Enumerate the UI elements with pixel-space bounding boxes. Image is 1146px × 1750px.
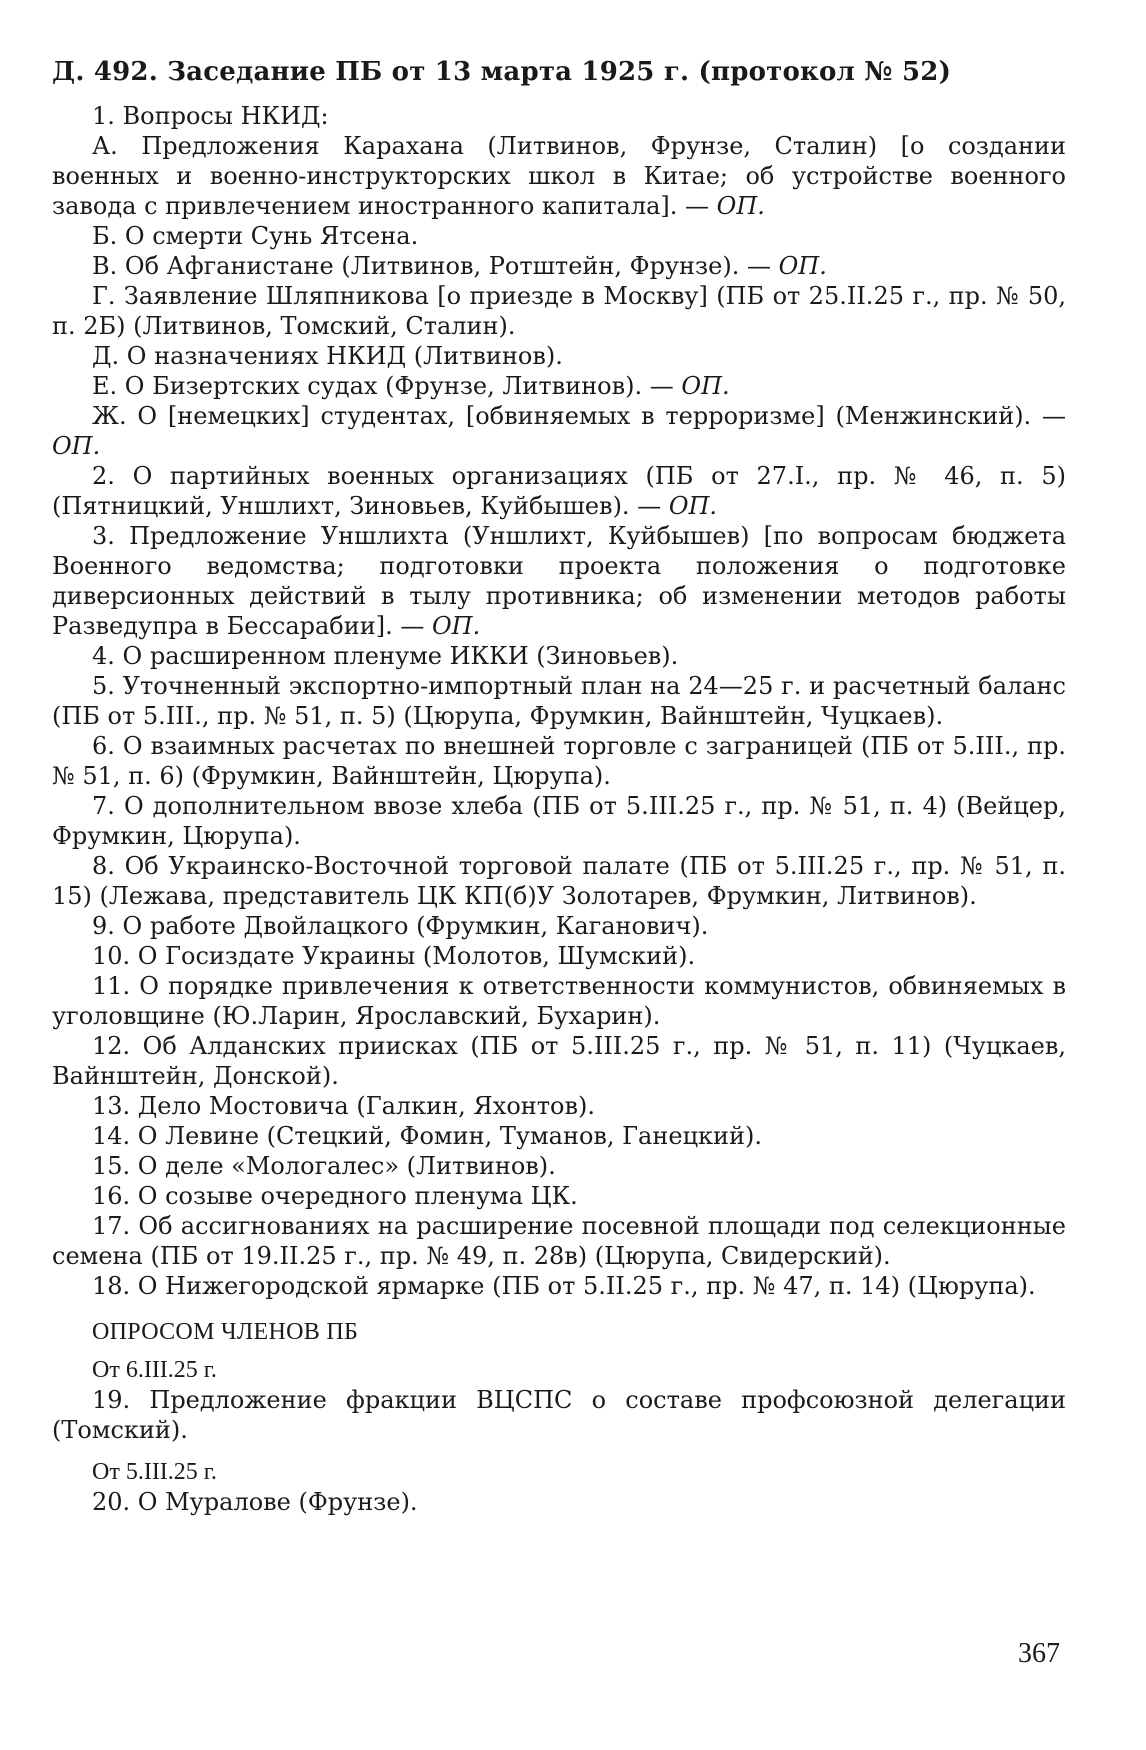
agenda-item-text: Г. Заявление Шляпникова [о приезде в Москву] (ПБ от 25.II.25 г., пр. № 50, п. 2Б) (Литвинов, Томский, Сталин). xyxy=(52,282,1066,340)
agenda-item-text: 15. О деле «Мологалес» (Литвинов). xyxy=(92,1152,556,1180)
document-page xyxy=(52,55,1066,1517)
agenda-item xyxy=(52,341,1066,371)
agenda-item xyxy=(52,281,1066,341)
agenda-item-outcome: ОП. xyxy=(668,492,718,520)
agenda-item-text: 7. О дополнительном ввозе хлеба (ПБ от 5.III.25 г., пр. № 51, п. 4) (Вейцер, Фрумкин, Цюрупа). xyxy=(52,792,1066,850)
agenda-item-text: Б. О смерти Сунь Ятсена. xyxy=(92,222,419,250)
agenda-item xyxy=(52,1091,1066,1121)
agenda-item-text: 8. Об Украинско-Восточной торговой палате (ПБ от 5.III.25 г., пр. № 51, п. 15) (Лежава, представитель ЦК КП(б)У Золотарев, Фрумкин, Литвинов). xyxy=(52,852,1066,910)
agenda-item-text: 10. О Госиздате Украины (Молотов, Шумский). xyxy=(92,942,696,970)
agenda-item-outcome: ОП. xyxy=(778,252,827,280)
agenda-item xyxy=(52,1385,1066,1445)
agenda-item xyxy=(52,1121,1066,1151)
agenda-item-outcome: ОП. xyxy=(716,192,765,220)
agenda-item-text: Д. О назначениях НКИД (Литвинов). xyxy=(92,342,563,370)
spacer xyxy=(52,1445,1066,1457)
agenda-item-text: 14. О Левине (Стецкий, Фомин, Туманов, Ганецкий). xyxy=(92,1122,762,1150)
agenda-item xyxy=(52,1487,1066,1517)
agenda-item xyxy=(52,101,1066,131)
agenda-item-text: А. Предложения Карахана (Литвинов, Фрунзе, Сталин) [о создании военных и военно-инструкторских школ в Китае; об устройстве военного завода с привлечением иностранного капитала]. — xyxy=(52,132,1066,220)
agenda-item-text: 1. Вопросы НКИД: xyxy=(92,102,329,130)
agenda-item-text: 13. Дело Мостовича (Галкин, Яхонтов). xyxy=(92,1092,595,1120)
agenda-item xyxy=(52,401,1066,461)
agenda-item xyxy=(52,251,1066,281)
agenda-item xyxy=(52,1031,1066,1091)
agenda-item-text: 5. Уточненный экспортно-импортный план на 24—25 г. и расчетный баланс (ПБ от 5.III., пр. № 51, п. 5) (Цюрупа, Фрумкин, Вайнштейн, Чуцкаев). xyxy=(52,672,1066,730)
agenda-item-text: 2. О партийных военных организациях (ПБ от 27.I., пр. № 46, п. 5) (Пятницкий, Уншлихт, Зиновьев, Куйбышев). — xyxy=(52,462,1066,520)
agenda-item xyxy=(52,641,1066,671)
page-number: 367 xyxy=(1018,1638,1060,1669)
agenda-item-text: 19. Предложение фракции ВЦСПС о составе профсоюзной делегации (Томский). xyxy=(52,1386,1066,1444)
poll-items-2 xyxy=(52,1487,1066,1517)
agenda-item-text: 9. О работе Двойлацкого (Фрумкин, Каганович). xyxy=(92,912,709,940)
poll-heading: ОПРОСОМ ЧЛЕНОВ ПБ xyxy=(92,1319,359,1345)
agenda-item-text: 4. О расширенном пленуме ИККИ (Зиновьев). xyxy=(92,642,679,670)
agenda-item-text: Ж. О [немецких] студентах, [обвиняемых в терроризме] (Менжинский). — xyxy=(92,402,1066,430)
agenda-items xyxy=(52,101,1066,1301)
agenda-item xyxy=(52,1181,1066,1211)
agenda-item-text: 6. О взаимных расчетах по внешней торговле с заграницей (ПБ от 5.III., пр. № 51, п. 6) (Фрумкин, Вайнштейн, Цюрупа). xyxy=(52,732,1066,790)
agenda-item-text: 11. О порядке привлечения к ответственности коммунистов, обвиняемых в уголовщине (Ю.Ларин, Ярославский, Бухарин). xyxy=(52,972,1066,1030)
poll-items-1 xyxy=(52,1385,1066,1445)
document-title: Д. 492. Заседание ПБ от 13 марта 1925 г. (протокол № 52) xyxy=(52,57,952,87)
agenda-item xyxy=(52,971,1066,1031)
agenda-item-outcome: ОП. xyxy=(681,372,730,400)
agenda-item-text: Е. О Бизертских судах (Фрунзе, Литвинов). — xyxy=(92,372,682,400)
agenda-item-text: 16. О созыве очередного пленума ЦК. xyxy=(92,1182,578,1210)
agenda-item-outcome: ОП. xyxy=(52,432,101,460)
agenda-item xyxy=(52,221,1066,251)
agenda-item xyxy=(52,371,1066,401)
agenda-item-text: 3. Предложение Уншлихта (Уншлихт, Куйбышев) [по вопросам бюджета Военного ведомства; подготовки проекта положения о подготовке диверсионных действий в тылу противника; об изменении методов работы Разведупра в Бессарабии]. — xyxy=(52,522,1066,640)
agenda-item xyxy=(52,1211,1066,1271)
agenda-item xyxy=(52,521,1066,641)
agenda-item-text: 18. О Нижегородской ярмарке (ПБ от 5.II.25 г., пр. № 47, п. 14) (Цюрупа). xyxy=(92,1272,1036,1300)
agenda-item-text: 20. О Муралове (Фрунзе). xyxy=(92,1488,418,1516)
agenda-item xyxy=(52,851,1066,911)
agenda-item-text: 17. Об ассигнованиях на расширение посевной площади под селекционные семена (ПБ от 19.II.25 г., пр. № 49, п. 28в) (Цюрупа, Свидерский). xyxy=(52,1212,1066,1270)
agenda-item xyxy=(52,461,1066,521)
agenda-item xyxy=(52,941,1066,971)
agenda-item xyxy=(52,791,1066,851)
agenda-item xyxy=(52,131,1066,221)
agenda-item xyxy=(52,911,1066,941)
agenda-item xyxy=(52,1151,1066,1181)
agenda-item-text: В. Об Афганистане (Литвинов, Ротштейн, Фрунзе). — xyxy=(92,252,779,280)
agenda-item-text: 12. Об Алданских приисках (ПБ от 5.III.25 г., пр. № 51, п. 11) (Чуцкаев, Вайнштейн, Донской). xyxy=(52,1032,1066,1090)
agenda-item-outcome: ОП. xyxy=(432,612,481,640)
agenda-item xyxy=(52,671,1066,731)
agenda-item xyxy=(52,731,1066,791)
poll-date-2: От 5.III.25 г. xyxy=(92,1459,217,1485)
agenda-item xyxy=(52,1271,1066,1301)
poll-date-1: От 6.III.25 г. xyxy=(92,1357,217,1383)
